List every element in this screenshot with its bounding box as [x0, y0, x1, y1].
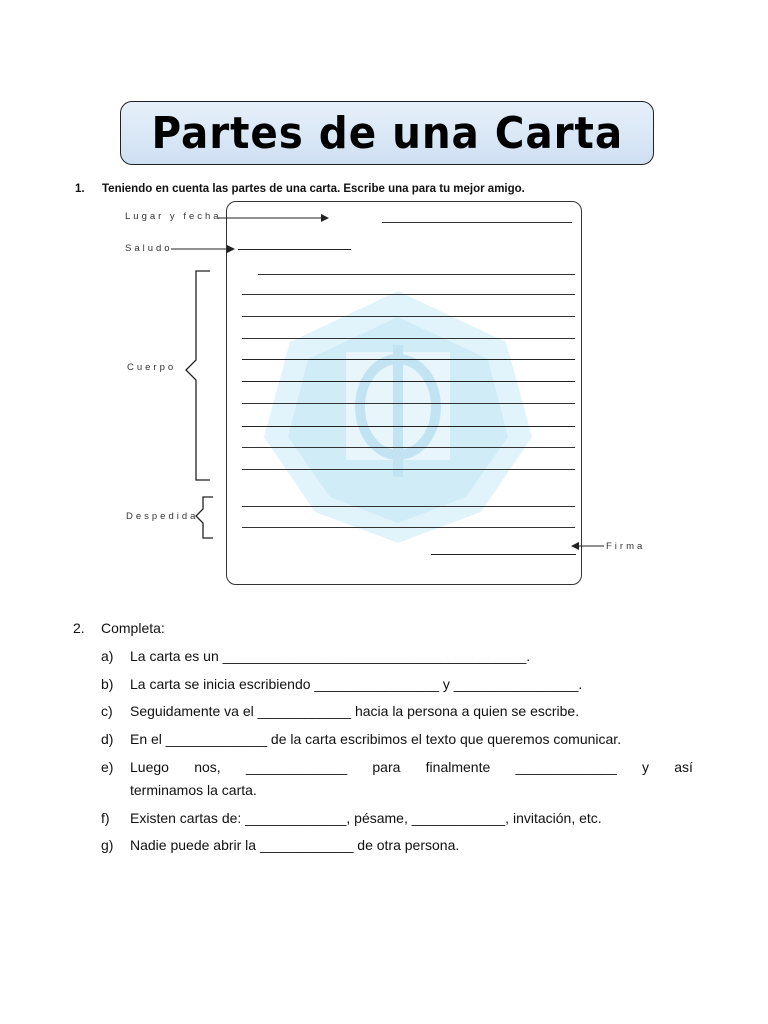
- item-text: En el _____________ de la carta escribimos el texto que queremos comunicar.: [130, 731, 622, 747]
- question-1-text: Teniendo en cuenta las partes de una carta. Escribe una para tu mejor amigo.: [102, 183, 525, 195]
- item-text: La carta se inicia escribiendo ________________ y ________________.: [130, 676, 583, 692]
- item-letter: e): [101, 759, 114, 775]
- item-letter: g): [101, 837, 114, 853]
- item-word: _____________: [245, 759, 348, 775]
- question-1-number: 1.: [75, 183, 85, 195]
- brace-icon: [196, 497, 213, 538]
- brace-icon: [186, 271, 210, 480]
- label-firma: Firma: [606, 541, 646, 552]
- question-2-number: 2.: [73, 620, 85, 636]
- label-saludo: Saludo: [125, 243, 173, 254]
- item-letter: c): [101, 703, 113, 719]
- item-letter: d): [101, 731, 114, 747]
- item-text: La carta es un _______________________________________.: [130, 648, 531, 664]
- item-text: Existen cartas de: _____________, pésame, ____________, invitación, etc.: [130, 810, 602, 826]
- item-word: nos,: [194, 759, 221, 775]
- item-word: _____________: [515, 759, 617, 775]
- label-lugar-fecha: Lugar y fecha: [125, 211, 222, 222]
- label-cuerpo: Cuerpo: [127, 362, 177, 373]
- item-word: finalmente: [425, 759, 491, 775]
- item-word: para: [372, 759, 401, 775]
- item-letter: f): [101, 810, 110, 826]
- item-word: Luego: [130, 759, 169, 775]
- page-title: Partes de una Carta: [151, 107, 623, 159]
- item-text: Seguidamente va el ____________ hacia la persona a quien se escribe.: [130, 703, 580, 719]
- item-word: y: [642, 759, 649, 775]
- item-text-continuation: terminamos la carta.: [130, 782, 257, 798]
- item-text: Nadie puede abrir la ____________ de otra persona.: [130, 837, 460, 853]
- label-despedida: Despedida: [126, 511, 199, 522]
- item-text-justified: [130, 759, 693, 775]
- question-2-heading: Completa:: [101, 620, 165, 636]
- item-word: así: [674, 759, 693, 775]
- item-letter: a): [101, 648, 114, 664]
- item-letter: b): [101, 676, 114, 692]
